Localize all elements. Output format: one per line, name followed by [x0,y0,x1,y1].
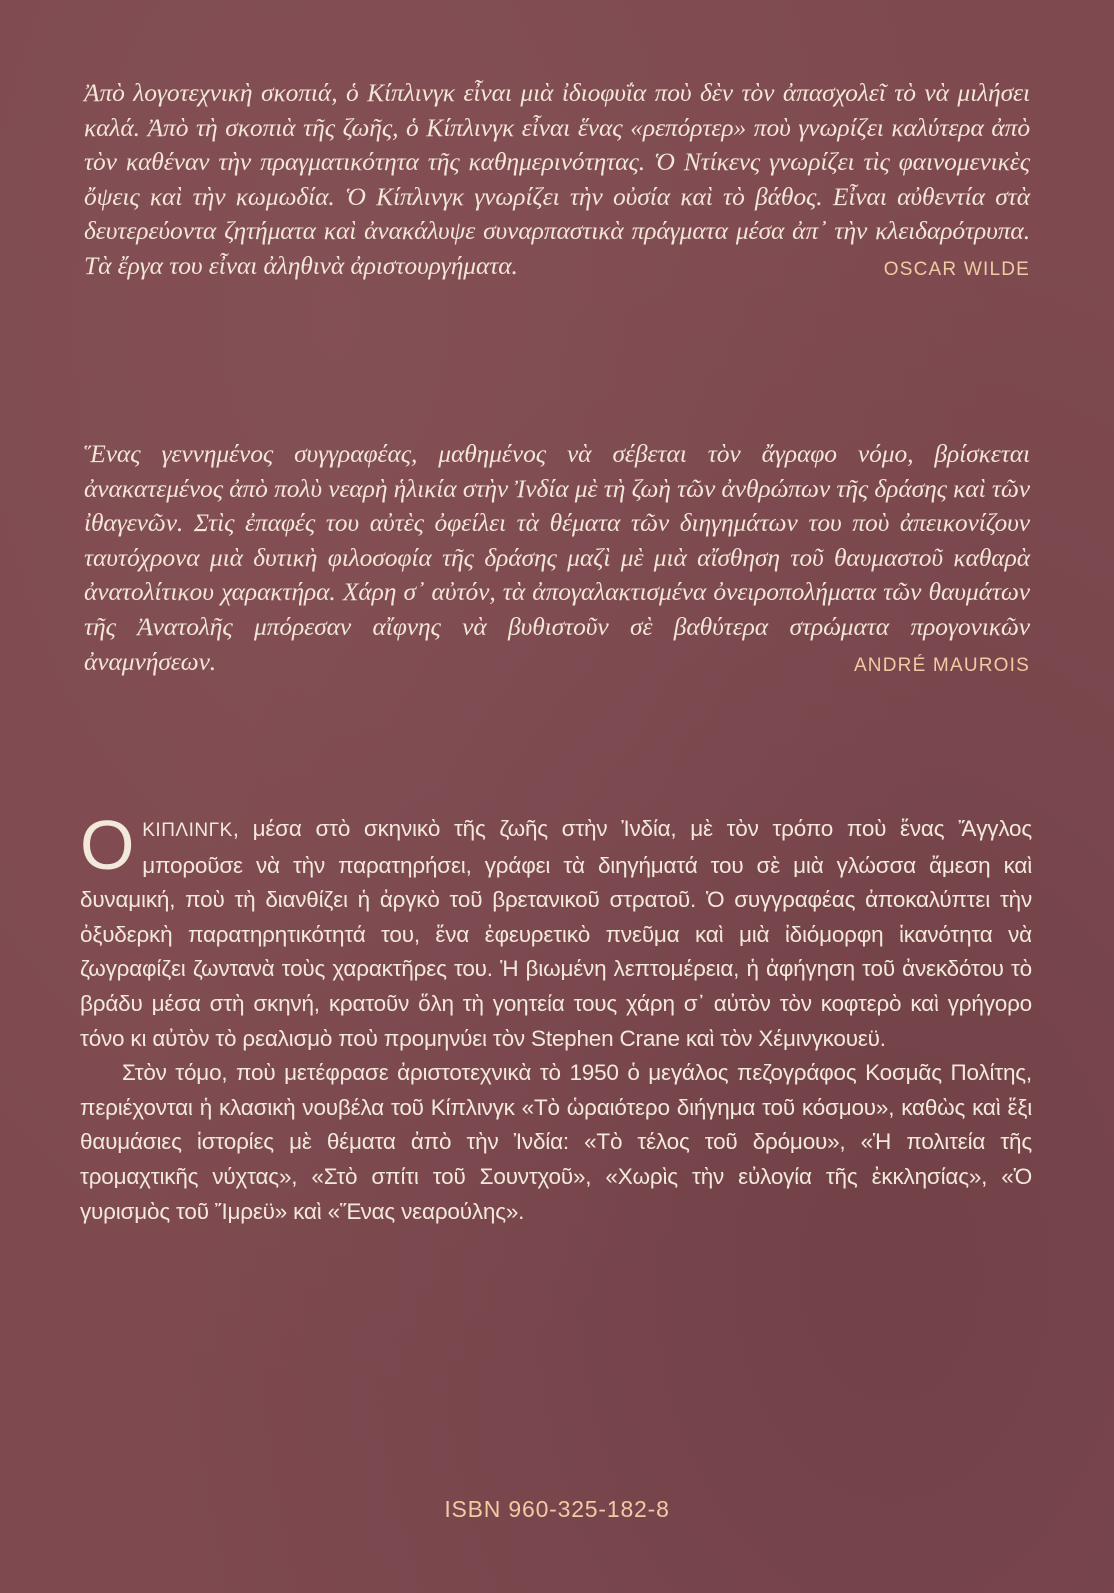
book-description [80,806,1032,1229]
drop-cap: Ο [80,806,135,884]
paragraph-text: , μέσα στὸ σκηνικὸ τῆς ζωῆς στὴν Ἰνδία, μὲ τὸν τρόπο ποὺ ἕνας Ἄγγλος μποροῦσε νὰ τὴν παρατηρήσει, γράφει τὰ διηγήματά του σὲ μιὰ γλώσσα ἄμεση καὶ δυναμική, ποὺ τὴ διανθίζει ἡ ἀργκὸ τοῦ βρετανικοῦ στρατοῦ. Ὁ συγγραφέας ἀποκαλύπτει τὴν ὀξυδερκὴ παρατηρητικότητά του, ἕνα ἐφευρετικὸ πνεῦμα καὶ μιὰ ἰδιόμορφη ἱκανότητα νὰ ζωγραφίζει ζωντανὰ τοὺς χαρακτῆρες του. Ἡ βιωμένη λεπτομέρεια, ἡ ἀφήγηση τοῦ ἀνεκδότου τὸ βράδυ μέσα στὴ σκηνή, κρατοῦν ὅλη τὴ γοητεία τους χάρη σ᾽ αὐτὸν τὸν κοφτερὸ καὶ γρήγορο τόνο κι αὐτὸν τὸ ρεαλισμὸ ποὺ προμηνύει τὸν Stephen Crane καὶ τὸν Χέμινγκουεϋ. [80,816,1032,1051]
description-paragraph-2: Στὸν τόμο, ποὺ μετέφρασε ἀριστοτεχνικὰ τὸ 1950 ὁ μεγάλος πεζογράφος Κοσμᾶς Πολίτης, περιέχονται ἡ κλασικὴ νουβέλα τοῦ Κίπλινγκ «Τὸ ὡραιότερο διήγημα τοῦ κόσμου», καθὼς καὶ ἕξι θαυμάσιες ἱστορίες μὲ θέματα ἀπὸ τὴν Ἰνδία: «Τὸ τέλος τοῦ δρόμου», «Ἡ πολιτεία τῆς τρομαχτικῆς νύχτας», «Στὸ σπίτι τοῦ Σουντχοῦ», «Χωρὶς τὴν εὐλογία τῆς ἐκκλησίας», «Ὁ γυρισμὸς τοῦ Ἴμρεϋ» καὶ «Ἕνας νεαρούλης». [80,1060,1032,1224]
quote-andre-maurois [84,437,1030,683]
quote-author: OSCAR WILDE [883,258,1030,280]
lead-word: ΚΙΠΛΙΝΓΚ [142,820,233,841]
quote-text: Ἀπὸ λογοτεχνικὴ σκοπιά, ὁ Κίπλινγκ εἶναι μιὰ ἰδιοφυΐα ποὺ δὲν τὸν ἀπασχολεῖ τὸ νὰ μιλήσει καλά. Ἀπὸ τὴ σκοπιὰ τῆς ζωῆς, ὁ Κίπλινγκ εἶναι ἕνας «ρεπόρτερ» ποὺ γνωρίζει καλύτερα ἀπὸ τὸν καθέναν τὴν πραγματικότητα τῆς καθημερινότητας. Ὁ Ντίκενς γνωρίζει τὶς φαινομενικὲς ὄψεις καὶ τὴν κωμωδία. Ὁ Κίπλινγκ γνωρίζει τὴν οὐσία καὶ τὸ βάθος. Εἶναι αὐθεντία στὰ δευτερεύοντα ζητήματα καὶ ἀνακάλυψε συναρπαστικὰ πράγματα μέσα ἀπ᾽ τὴν κλειδαρότρυπα. Τὰ ἔργα του εἶναι ἀληθινὰ ἀριστουργήματα. [84,78,1030,280]
quote-text: Ἕνας γεννημένος συγγραφέας, μαθημένος νὰ σέβεται τὸν ἄγραφο νόμο, βρίσκεται ἀνακατεμένος ἀπὸ πολὺ νεαρὴ ἡλικία στὴν Ἰνδία μὲ τὴ ζωὴ τῶν ἀνθρώπων τῆς δράσης καὶ τῶν ἰθαγενῶν. Στὶς ἐπαφές του αὐτὲς ὀφείλει τὰ θέματα τῶν διηγημάτων του ποὺ ἀπεικονίζουν ταυτόχρονα μιὰ δυτικὴ φιλοσοφία τῆς δράσης μαζὶ μὲ μιὰ αἴσθηση τοῦ θαυμαστοῦ καθαρὰ ἀνατολίτικου χαρακτήρα. Χάρη σ᾽ αὐτόν, τὰ ἀπογαλακτισμένα ὀνειροπολήματα τῶν θαυμάτων τῆς Ἀνατολῆς μπόρεσαν αἴφνης νὰ βυθιστοῦν σὲ βαθύτερα στρώματα προγονικῶν ἀναμνήσεων. [84,439,1030,676]
isbn-number: ISBN 960-325-182-8 [444,1496,670,1522]
quote-oscar-wilde [84,76,1030,288]
quote-author: ANDRÉ MAUROIS [853,654,1030,676]
description-paragraph-1 [80,806,1032,1056]
